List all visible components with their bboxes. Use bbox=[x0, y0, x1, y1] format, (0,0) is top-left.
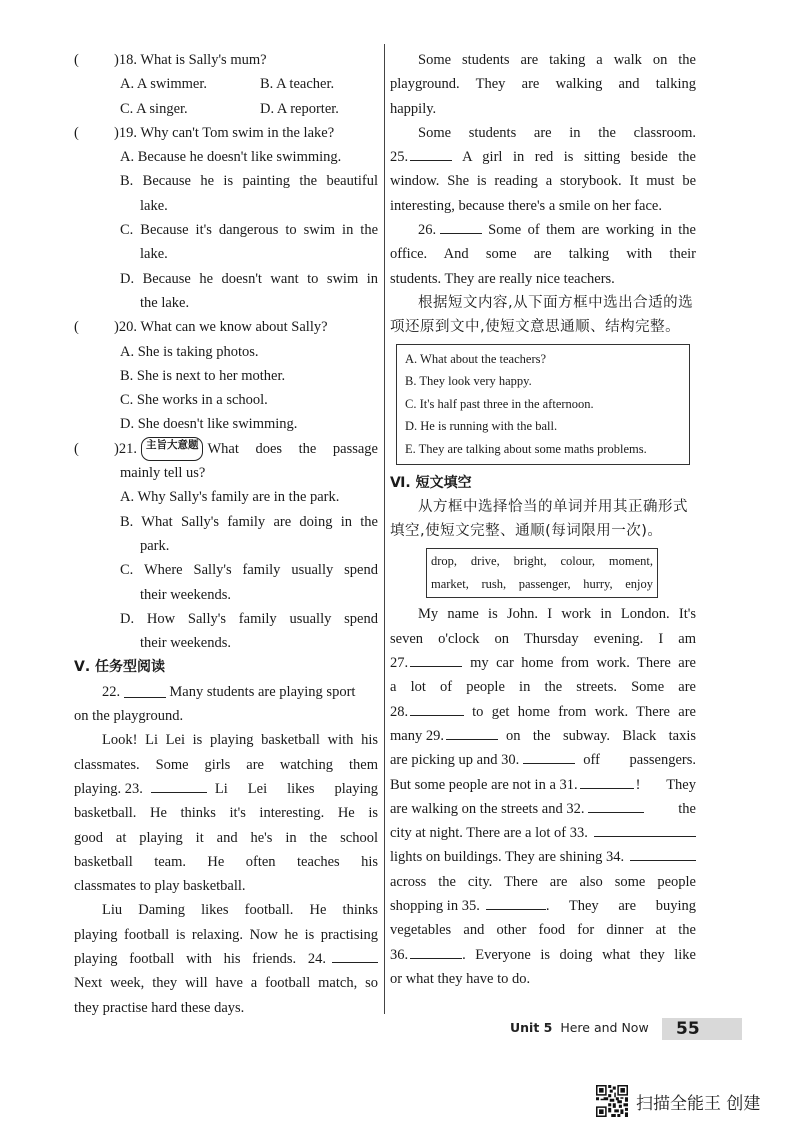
answer-bracket[interactable]: ( bbox=[74, 52, 79, 68]
option-b: B. They look very happy. bbox=[405, 374, 532, 389]
blank-32[interactable] bbox=[588, 797, 644, 813]
blank-29[interactable] bbox=[446, 724, 498, 740]
blank-28[interactable] bbox=[410, 700, 464, 716]
blank-36[interactable] bbox=[410, 943, 462, 959]
section-6-title: Ⅵ. 短文填空 bbox=[390, 474, 472, 491]
qr-code-icon bbox=[596, 1085, 628, 1117]
word-bank-row: market, rush, passenger, hurry, enjoy bbox=[431, 577, 653, 592]
blank-27[interactable] bbox=[410, 651, 462, 667]
option-c: C. It's half past three in the afternoon. bbox=[405, 396, 594, 411]
column-divider bbox=[384, 44, 385, 1014]
left-column bbox=[74, 48, 378, 1020]
blank-33[interactable] bbox=[594, 821, 696, 837]
option-e: E. They are talking about some maths problems. bbox=[405, 441, 647, 456]
instruction-5: 根据短文内容,从下面方框中选出合适的选 bbox=[418, 294, 694, 311]
scanner-watermark bbox=[596, 1084, 760, 1118]
main-idea-tag: 主旨大意题 bbox=[141, 437, 204, 461]
unit-title: Here and Now bbox=[560, 1020, 649, 1035]
blank-23[interactable] bbox=[151, 777, 207, 793]
answer-bracket[interactable]: ( bbox=[74, 440, 79, 457]
blank-26[interactable] bbox=[440, 218, 482, 234]
instruction-6: 从方框中选择恰当的单词并用其正确形式 bbox=[418, 498, 688, 515]
blank-25[interactable] bbox=[410, 145, 452, 161]
blank-24[interactable] bbox=[332, 947, 378, 963]
question-18: ( )18. What is Sally's mum? A. A swimmer. B. A teacher. C. A singer. D. A reporter. bbox=[74, 48, 378, 121]
blank-22[interactable] bbox=[124, 682, 166, 698]
question-21: ( )21. 主旨大意题 What does the passage mainly tell us? A. Why Sally's family are in the park. B. What Sally's family are doing in the park. C. Where Sally's family usually spend their weekends. D. How Sally's family usually spend their weekends. bbox=[74, 438, 378, 652]
question-19: ( )19. Why can't Tom swim in the lake? A. Because he doesn't like swimming. B. Because he is painting the beautiful lake. C. Because it's dangerous to swim in the lake. D. Because he doesn't want to swim in the lake. bbox=[74, 121, 378, 315]
blank-31[interactable] bbox=[580, 773, 634, 789]
blank-35[interactable] bbox=[486, 894, 546, 910]
task-reading-passage: 22. Many students are playing sport on the playground. Look! Li Lei is playing basketball with his classmates. Some girls are watching them playing. 23. Li Lei likes playing basketball. He thinks it's interesting. He is good at playing it and he's in the school basketball team. He often teaches his classmates to play basketball. Liu Daming likes football. He thinks playing football is relaxing. Now he is practising playing football with his friends. 24. Next week, they will have a football match, so they practise hard these days. bbox=[74, 683, 378, 1016]
options-box bbox=[396, 344, 690, 465]
section-5-title: Ⅴ. 任务型阅读 bbox=[74, 659, 166, 676]
word-bank-box bbox=[426, 548, 658, 598]
page-number-bar bbox=[662, 1018, 742, 1040]
answer-bracket[interactable]: ( bbox=[74, 124, 79, 141]
option-d: D. He is running with the ball. bbox=[405, 419, 558, 434]
blank-34[interactable] bbox=[630, 845, 696, 861]
unit-label: Unit 5 bbox=[510, 1020, 553, 1035]
watermark-text: 扫描全能王 创建 bbox=[636, 1093, 761, 1114]
page-footer bbox=[510, 1020, 649, 1035]
cloze-passage: My name is John. I work in London. It's seven o'clock on Thursday evening. I am 27. my car home from work. There are a lot of people in the streets. Some are 28. to get home from work. There are many 29. on the subway. Black taxis are picking up and 30. off passengers. But some people are not in a 31. ! They are walking on the streets and 32. the city at night. There are a lot of 33. lights on buildings. They are shining 34. across the city. There are also some people shopping in 35. . They are buying vegetables and other food for dinner at the 36. . Everyone is doing what they like or what they have to do. bbox=[390, 606, 696, 987]
right-column: Some students are taking a walk on the playground. They are walking and talking happily. Some students are in the classroom. 25. A girl in red is sitting beside the window. She is reading a storybook. It must be interesting, because there's a smile on her face. 26. Some of them are working in the office. And some are talking with their students. They are really nice teachers. 根据短文内容,从下面方框中选出合适的选 项还原到文中,使短文意思通顺、结构完整。 A. What about the teachers? B. They look very happy. C. It's half past three in the afternoon. D. He is running with the ball. E. They are talking about some maths problems. Ⅵ. 短文填空 从方框中选择恰当的单词并用其正确形式 填空,使短文完整、通顺(每词限用一次)。 drop, drive, bright, colour, moment, market, rush, passenger, hurry, enjoy My name is John. I work in London. It's seven o'clock on Thursday evening. I am 27. my car home from work. There are a lot of people in the streets. Some are 28. to get home from work. There are many 29. on the subway. Black taxis are picking up and 30. off passengers. But some people are not in a 31. ! They are walking on the streets and 32. the city at night. There are a lot of 33. lights on buildings. They are shining 34. across the city. There are also some people shopping in 35. . They are buying vegetables and other food for dinner at the 36. . Everyone is doing what they like or what they have to do. bbox=[390, 48, 696, 991]
answer-bracket[interactable]: ( bbox=[74, 319, 79, 336]
option-a: A. What about the teachers? bbox=[405, 351, 547, 366]
page-number: 55 bbox=[676, 1019, 700, 1039]
question-20: ( )20. What can we know about Sally? A. She is taking photos. B. She is next to her mother. C. She works in a school. D. She doesn't like swimming. bbox=[74, 315, 378, 436]
word-bank-row: drop, drive, bright, colour, moment, bbox=[431, 554, 653, 569]
blank-30[interactable] bbox=[523, 748, 575, 764]
